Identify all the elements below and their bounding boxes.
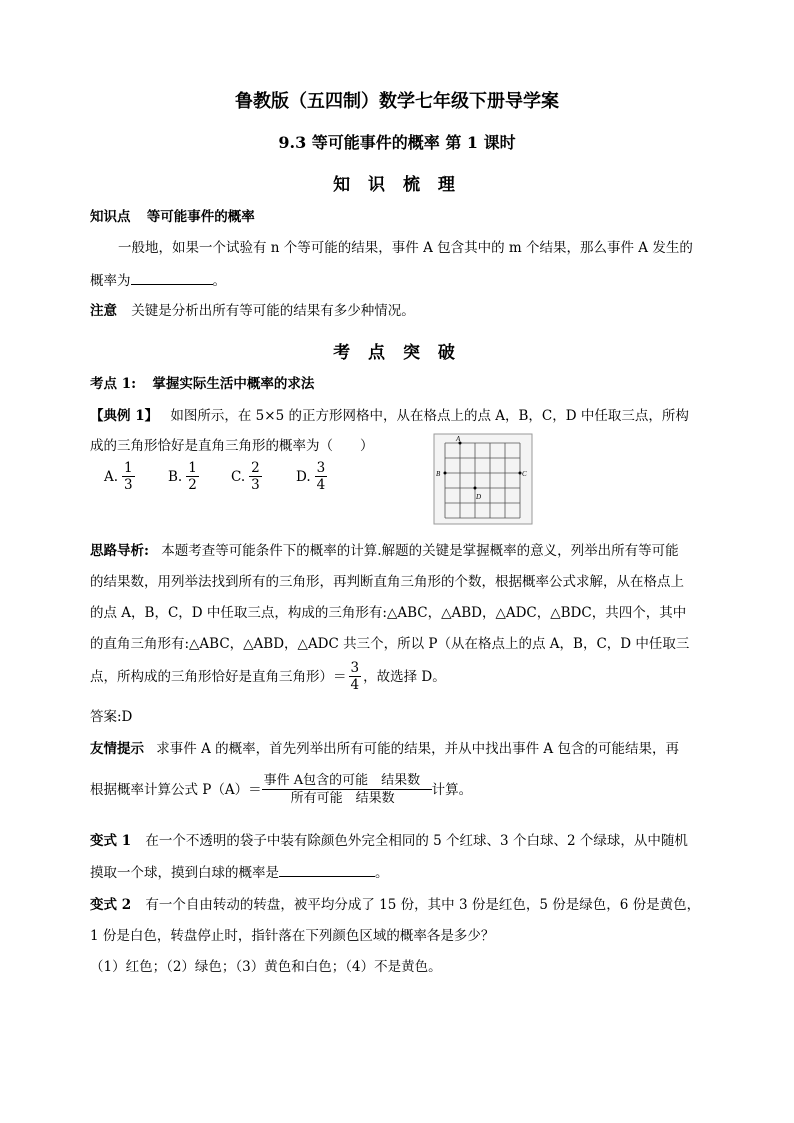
- analysis-line2: 的结果数，用列举法找到所有的三角形，再判断直角三角形的个数，根据概率公式求解，从在格点上: [90, 574, 684, 590]
- variant2-line1: [90, 895, 700, 915]
- option-d-num: 3: [316, 460, 326, 476]
- kp-text2a: 概率为: [90, 273, 131, 289]
- tip-frac-num: 事件 A包含的可能 结果数: [262, 772, 432, 790]
- analysis-frac-den: 4: [350, 677, 360, 693]
- note-label: 注意: [90, 303, 117, 319]
- option-a: [104, 460, 137, 493]
- kp-text2b: 。: [212, 273, 226, 289]
- option-c: [231, 460, 264, 493]
- lesson-subtitle: 9.3 等可能事件的概率 第 1 课时: [278, 133, 516, 152]
- example-text1: 如图所示，在 5×5 的正方形网格中，从在格点上的点 A，B，C，D 中任取三点，所构: [170, 408, 689, 424]
- knowledge-point-heading: [90, 207, 255, 227]
- option-a-num: 1: [124, 460, 133, 476]
- analysis-last-b: ，故选择 D。: [363, 668, 446, 685]
- variant1-text2a: 摸取一个球，摸到白球的概率是: [90, 865, 279, 881]
- variant1-text1: 在一个不透明的袋子中装有除颜色外完全相同的 5 个红球、3 个白球、2 个绿球，从中随机: [145, 833, 688, 849]
- kp-label: 知识点: [90, 209, 131, 225]
- tip-label: 友情提示: [90, 741, 144, 757]
- option-d-label: D.: [296, 468, 311, 485]
- option-c-fraction: [249, 460, 262, 493]
- option-d: [296, 460, 329, 493]
- point1-heading: [90, 374, 314, 394]
- option-b-den: 2: [188, 477, 197, 493]
- tip-line1: [90, 739, 679, 759]
- analysis-line1: [90, 541, 679, 561]
- analysis-line3: 的点 A，B，C，D 中任取三点，构成的三角形有:△ABC，△ABD，△ADC，△BDC，共四个，其中: [90, 605, 687, 621]
- point1-title: 掌握实际生活中概率的求法: [152, 376, 315, 392]
- kp-title: 等可能事件的概率: [146, 209, 255, 225]
- grid-figure: [433, 433, 533, 525]
- option-d-fraction: [315, 460, 328, 493]
- tip-text2a: 根据概率计算公式 P（A）＝: [90, 781, 262, 798]
- variant1-text2b: 。: [375, 865, 389, 881]
- grid-frame: [434, 434, 532, 524]
- label-c: C: [522, 470, 527, 478]
- label-a: A: [456, 435, 461, 443]
- tip-text2b: 计算。: [431, 781, 473, 798]
- section-heading-knowledge: 知 识 梳 理: [333, 175, 461, 195]
- label-b: B: [436, 470, 441, 478]
- tip-line2: [90, 772, 472, 807]
- example-line2: 成的三角形恰好是直角三角形的概率为（ ）: [90, 438, 374, 454]
- example-line1: [90, 406, 689, 426]
- option-c-label: C.: [231, 468, 246, 485]
- kp-text-line2: [90, 270, 226, 291]
- variant2-label: 变式 2: [90, 897, 132, 913]
- variant1-line1: [90, 831, 688, 851]
- variant2-line3: （1）红色；（2）绿色；（3）黄色和白色；（4）不是黄色。: [90, 959, 442, 975]
- variant1-label: 变式 1: [90, 833, 132, 849]
- answer-blank: [131, 270, 213, 285]
- document-title: 鲁教版（五四制）数学七年级下册导学案: [235, 91, 559, 112]
- option-b-label: B.: [168, 468, 183, 485]
- tip-formula: [262, 772, 432, 807]
- example-label: 【典例 1】: [90, 408, 159, 424]
- analysis-line5: [90, 660, 446, 693]
- note-text: 关键是分析出所有等可能的结果有多少种情况。: [131, 303, 415, 319]
- tip-text1: 求事件 A 的概率，首先列举出所有可能的结果，并从中找出事件 A 包含的可能结果，再: [156, 741, 679, 757]
- variant2-text1: 有一个自由转动的转盘，被平均分成了 15 份，其中 3 份是红色，5 份是绿色，6 份是黄色，: [145, 897, 701, 913]
- section-heading-breakthrough: 考 点 突 破: [333, 343, 461, 363]
- analysis-last-a: 点，所构成的三角形恰好是直角三角形）＝: [90, 668, 347, 685]
- analysis-frac-num: 3: [350, 660, 360, 676]
- answer-line: 答案:D: [90, 709, 133, 725]
- analysis-line4: 的直角三角形有:△ABC，△ABD，△ADC 共三个，所以 P（从在格点上的点 A，B，C，D 中任取三: [90, 636, 690, 652]
- tip-frac-den: 所有可能 结果数: [290, 791, 395, 806]
- variant1-blank: [279, 862, 375, 877]
- option-c-num: 2: [251, 460, 260, 476]
- option-b-fraction: [186, 460, 199, 493]
- option-b-num: 1: [188, 460, 197, 476]
- analysis-fraction: [349, 660, 362, 693]
- option-a-den: 3: [124, 477, 133, 493]
- option-a-fraction: [122, 460, 135, 493]
- variant1-line2: [90, 862, 389, 883]
- analysis-text1: 本题考查等可能条件下的概率的计算.解题的关键是掌握概率的意义，列举出所有等可能: [161, 543, 679, 559]
- point1-label: 考点 1:: [90, 376, 137, 392]
- option-b: [168, 460, 201, 493]
- point-d-dot: [474, 487, 477, 490]
- option-d-den: 4: [316, 477, 326, 493]
- option-a-label: A.: [104, 468, 119, 485]
- analysis-label: 思路导析:: [90, 543, 149, 559]
- variant2-line2: 1 份是白色，转盘停止时，指针落在下列颜色区域的概率各是多少？: [90, 928, 495, 944]
- option-c-den: 3: [251, 477, 260, 493]
- note-line: [90, 301, 415, 321]
- kp-text-line1: 一般地，如果一个试验有 n 个等可能的结果，事件 A 包含其中的 m 个结果，那么事件 A 发生的: [118, 240, 693, 256]
- point-b-dot: [444, 472, 447, 475]
- label-d: D: [476, 493, 482, 501]
